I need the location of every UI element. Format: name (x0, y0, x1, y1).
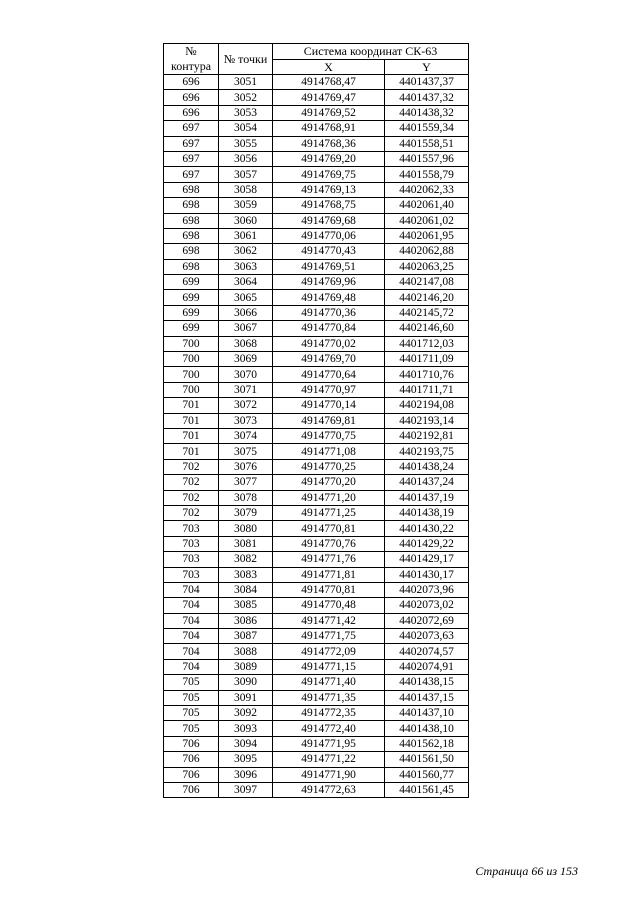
cell-x: 4914771,40 (273, 675, 385, 690)
cell-point: 3070 (219, 367, 273, 382)
cell-contour: 704 (164, 629, 219, 644)
table-row (164, 490, 469, 505)
table-row (164, 428, 469, 443)
cell-x: 4914769,52 (273, 105, 385, 120)
table-row (164, 121, 469, 136)
table-row (164, 105, 469, 120)
cell-point: 3087 (219, 629, 273, 644)
cell-contour: 705 (164, 690, 219, 705)
cell-x: 4914771,95 (273, 736, 385, 751)
table-header (164, 44, 469, 75)
table-row (164, 136, 469, 151)
table-row (164, 613, 469, 628)
table-row (164, 644, 469, 659)
cell-y: 4401438,24 (385, 459, 469, 474)
cell-x: 4914770,48 (273, 598, 385, 613)
table-row (164, 721, 469, 736)
cell-y: 4401430,17 (385, 567, 469, 582)
cell-point: 3072 (219, 398, 273, 413)
cell-contour: 696 (164, 105, 219, 120)
cell-y: 4402073,63 (385, 629, 469, 644)
cell-contour: 698 (164, 244, 219, 259)
cell-point: 3075 (219, 444, 273, 459)
table-row (164, 752, 469, 767)
table-row (164, 706, 469, 721)
table-row (164, 259, 469, 274)
cell-x: 4914769,68 (273, 213, 385, 228)
cell-contour: 696 (164, 75, 219, 90)
cell-x: 4914768,91 (273, 121, 385, 136)
cell-x: 4914771,81 (273, 567, 385, 582)
table-row (164, 659, 469, 674)
cell-y: 4401558,51 (385, 136, 469, 151)
cell-x: 4914770,20 (273, 475, 385, 490)
cell-y: 4401558,79 (385, 167, 469, 182)
cell-x: 4914771,20 (273, 490, 385, 505)
cell-x: 4914769,13 (273, 182, 385, 197)
cell-contour: 704 (164, 644, 219, 659)
cell-point: 3071 (219, 382, 273, 397)
cell-x: 4914768,47 (273, 75, 385, 90)
cell-point: 3082 (219, 552, 273, 567)
cell-x: 4914769,47 (273, 90, 385, 105)
cell-y: 4401561,45 (385, 782, 469, 797)
cell-y: 4401712,03 (385, 336, 469, 351)
cell-contour: 704 (164, 613, 219, 628)
cell-y: 4401438,32 (385, 105, 469, 120)
cell-y: 4401430,22 (385, 521, 469, 536)
cell-y: 4401429,17 (385, 552, 469, 567)
table-row (164, 767, 469, 782)
cell-contour: 697 (164, 136, 219, 151)
table-row (164, 367, 469, 382)
cell-x: 4914770,97 (273, 382, 385, 397)
cell-point: 3073 (219, 413, 273, 428)
header-y: Y (385, 59, 469, 75)
cell-point: 3067 (219, 321, 273, 336)
cell-y: 4402074,57 (385, 644, 469, 659)
cell-y: 4402192,81 (385, 428, 469, 443)
table-row (164, 444, 469, 459)
cell-contour: 698 (164, 228, 219, 243)
table-row (164, 75, 469, 90)
table-row (164, 567, 469, 582)
cell-y: 4401437,24 (385, 475, 469, 490)
table-row (164, 352, 469, 367)
table-row (164, 475, 469, 490)
cell-x: 4914770,76 (273, 536, 385, 551)
table-row (164, 90, 469, 105)
header-coordinate-system: Система координат СК-63 (273, 44, 469, 60)
table-row (164, 675, 469, 690)
cell-contour: 705 (164, 675, 219, 690)
cell-y: 4401438,15 (385, 675, 469, 690)
table-row (164, 629, 469, 644)
cell-x: 4914770,14 (273, 398, 385, 413)
cell-contour: 702 (164, 490, 219, 505)
cell-y: 4401437,10 (385, 706, 469, 721)
table-row (164, 398, 469, 413)
cell-x: 4914772,09 (273, 644, 385, 659)
cell-point: 3080 (219, 521, 273, 536)
table-row (164, 213, 469, 228)
table-row (164, 321, 469, 336)
cell-contour: 703 (164, 552, 219, 567)
table-row (164, 598, 469, 613)
cell-contour: 698 (164, 259, 219, 274)
cell-contour: 705 (164, 706, 219, 721)
cell-point: 3068 (219, 336, 273, 351)
cell-contour: 701 (164, 398, 219, 413)
cell-y: 4401429,22 (385, 536, 469, 551)
table-row (164, 505, 469, 520)
cell-contour: 703 (164, 567, 219, 582)
cell-y: 4402063,25 (385, 259, 469, 274)
cell-point: 3091 (219, 690, 273, 705)
table-row (164, 305, 469, 320)
table-row (164, 536, 469, 551)
cell-x: 4914769,75 (273, 167, 385, 182)
cell-x: 4914771,22 (273, 752, 385, 767)
cell-x: 4914771,08 (273, 444, 385, 459)
cell-point: 3062 (219, 244, 273, 259)
cell-contour: 704 (164, 598, 219, 613)
cell-contour: 699 (164, 305, 219, 320)
cell-contour: 705 (164, 721, 219, 736)
cell-contour: 699 (164, 321, 219, 336)
cell-contour: 697 (164, 167, 219, 182)
cell-point: 3064 (219, 275, 273, 290)
cell-point: 3076 (219, 459, 273, 474)
cell-x: 4914771,35 (273, 690, 385, 705)
cell-point: 3055 (219, 136, 273, 151)
cell-contour: 701 (164, 413, 219, 428)
cell-contour: 704 (164, 659, 219, 674)
cell-x: 4914770,43 (273, 244, 385, 259)
cell-point: 3095 (219, 752, 273, 767)
cell-y: 4402061,40 (385, 198, 469, 213)
cell-contour: 702 (164, 475, 219, 490)
cell-point: 3065 (219, 290, 273, 305)
cell-y: 4402061,02 (385, 213, 469, 228)
cell-point: 3083 (219, 567, 273, 582)
table-row (164, 275, 469, 290)
cell-point: 3058 (219, 182, 273, 197)
cell-y: 4402193,14 (385, 413, 469, 428)
table-row (164, 413, 469, 428)
cell-contour: 696 (164, 90, 219, 105)
cell-point: 3061 (219, 228, 273, 243)
cell-x: 4914769,20 (273, 151, 385, 166)
table-row (164, 151, 469, 166)
cell-y: 4402193,75 (385, 444, 469, 459)
cell-y: 4402062,33 (385, 182, 469, 197)
table-row (164, 552, 469, 567)
cell-x: 4914770,84 (273, 321, 385, 336)
cell-contour: 703 (164, 521, 219, 536)
cell-point: 3088 (219, 644, 273, 659)
cell-y: 4401438,10 (385, 721, 469, 736)
cell-contour: 701 (164, 444, 219, 459)
cell-x: 4914771,75 (273, 629, 385, 644)
cell-x: 4914768,75 (273, 198, 385, 213)
table-row (164, 690, 469, 705)
cell-y: 4402147,08 (385, 275, 469, 290)
table-body (164, 75, 469, 798)
cell-y: 4402072,69 (385, 613, 469, 628)
cell-y: 4402073,02 (385, 598, 469, 613)
table-row (164, 782, 469, 797)
cell-x: 4914771,90 (273, 767, 385, 782)
cell-point: 3081 (219, 536, 273, 551)
cell-y: 4402194,08 (385, 398, 469, 413)
cell-x: 4914768,36 (273, 136, 385, 151)
cell-point: 3086 (219, 613, 273, 628)
cell-x: 4914770,06 (273, 228, 385, 243)
cell-point: 3079 (219, 505, 273, 520)
cell-point: 3074 (219, 428, 273, 443)
cell-point: 3078 (219, 490, 273, 505)
cell-point: 3093 (219, 721, 273, 736)
cell-x: 4914771,25 (273, 505, 385, 520)
cell-x: 4914769,48 (273, 290, 385, 305)
cell-y: 4402061,95 (385, 228, 469, 243)
cell-point: 3056 (219, 151, 273, 166)
table-row (164, 582, 469, 597)
cell-point: 3059 (219, 198, 273, 213)
header-point: № точки (219, 44, 273, 75)
cell-point: 3054 (219, 121, 273, 136)
cell-x: 4914769,70 (273, 352, 385, 367)
cell-x: 4914772,63 (273, 782, 385, 797)
cell-y: 4402146,20 (385, 290, 469, 305)
coordinates-table (163, 43, 469, 798)
cell-point: 3097 (219, 782, 273, 797)
cell-contour: 700 (164, 367, 219, 382)
cell-x: 4914772,35 (273, 706, 385, 721)
cell-contour: 698 (164, 198, 219, 213)
table-row (164, 336, 469, 351)
table-row (164, 198, 469, 213)
cell-contour: 706 (164, 736, 219, 751)
table-row (164, 290, 469, 305)
cell-y: 4401437,32 (385, 90, 469, 105)
cell-point: 3051 (219, 75, 273, 90)
cell-y: 4401711,71 (385, 382, 469, 397)
cell-contour: 702 (164, 505, 219, 520)
cell-y: 4401561,50 (385, 752, 469, 767)
cell-contour: 697 (164, 121, 219, 136)
cell-contour: 700 (164, 352, 219, 367)
cell-x: 4914771,76 (273, 552, 385, 567)
table-row (164, 182, 469, 197)
cell-y: 4401437,37 (385, 75, 469, 90)
cell-contour: 698 (164, 213, 219, 228)
cell-contour: 700 (164, 336, 219, 351)
table-row (164, 459, 469, 474)
table-row (164, 167, 469, 182)
cell-x: 4914770,81 (273, 582, 385, 597)
cell-y: 4401711,09 (385, 352, 469, 367)
table-row (164, 228, 469, 243)
cell-point: 3063 (219, 259, 273, 274)
cell-y: 4401437,15 (385, 690, 469, 705)
cell-x: 4914769,81 (273, 413, 385, 428)
cell-x: 4914771,15 (273, 659, 385, 674)
cell-x: 4914772,40 (273, 721, 385, 736)
cell-point: 3069 (219, 352, 273, 367)
cell-contour: 698 (164, 182, 219, 197)
cell-point: 3057 (219, 167, 273, 182)
cell-y: 4401562,18 (385, 736, 469, 751)
cell-y: 4401437,19 (385, 490, 469, 505)
cell-point: 3096 (219, 767, 273, 782)
cell-x: 4914770,36 (273, 305, 385, 320)
cell-y: 4401557,96 (385, 151, 469, 166)
cell-y: 4402062,88 (385, 244, 469, 259)
cell-x: 4914770,81 (273, 521, 385, 536)
cell-y: 4401710,76 (385, 367, 469, 382)
cell-point: 3085 (219, 598, 273, 613)
cell-contour: 706 (164, 782, 219, 797)
cell-y: 4402073,96 (385, 582, 469, 597)
page-number: Страница 66 из 153 (475, 864, 578, 878)
cell-x: 4914770,64 (273, 367, 385, 382)
cell-contour: 704 (164, 582, 219, 597)
cell-y: 4402145,72 (385, 305, 469, 320)
cell-y: 4401560,77 (385, 767, 469, 782)
cell-point: 3089 (219, 659, 273, 674)
table-row (164, 736, 469, 751)
cell-point: 3090 (219, 675, 273, 690)
cell-contour: 700 (164, 382, 219, 397)
cell-contour: 697 (164, 151, 219, 166)
cell-point: 3066 (219, 305, 273, 320)
cell-y: 4401438,19 (385, 505, 469, 520)
header-contour: № контура (164, 44, 219, 75)
cell-x: 4914770,25 (273, 459, 385, 474)
cell-contour: 701 (164, 428, 219, 443)
cell-y: 4402074,91 (385, 659, 469, 674)
cell-x: 4914769,51 (273, 259, 385, 274)
cell-point: 3077 (219, 475, 273, 490)
cell-point: 3060 (219, 213, 273, 228)
cell-contour: 699 (164, 275, 219, 290)
cell-point: 3052 (219, 90, 273, 105)
cell-x: 4914770,02 (273, 336, 385, 351)
cell-point: 3092 (219, 706, 273, 721)
header-x: X (273, 59, 385, 75)
cell-x: 4914771,42 (273, 613, 385, 628)
cell-contour: 699 (164, 290, 219, 305)
cell-contour: 702 (164, 459, 219, 474)
cell-contour: 706 (164, 752, 219, 767)
cell-y: 4402146,60 (385, 321, 469, 336)
cell-point: 3053 (219, 105, 273, 120)
cell-point: 3094 (219, 736, 273, 751)
table-row (164, 382, 469, 397)
cell-y: 4401559,34 (385, 121, 469, 136)
cell-contour: 706 (164, 767, 219, 782)
cell-point: 3084 (219, 582, 273, 597)
cell-x: 4914769,96 (273, 275, 385, 290)
cell-contour: 703 (164, 536, 219, 551)
table-row (164, 521, 469, 536)
table-row (164, 244, 469, 259)
cell-x: 4914770,75 (273, 428, 385, 443)
